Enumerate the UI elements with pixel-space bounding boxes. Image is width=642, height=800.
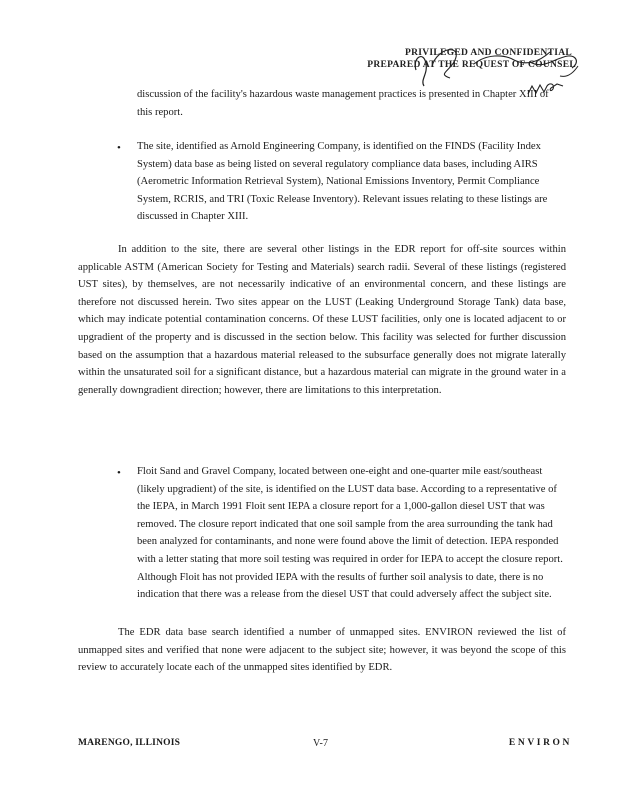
paragraph-edr-listings: In addition to the site, there are several other listings in the EDR report for off-site sources within applicable ASTM (American Society for Testing and Materials) search radii. Several of these listings (registered UST sites), by themselves, are not necessarily indicative of an environmental concern, and these listings are therefore not discussed herein. Two sites appear on the LUST (Leaking Underground Storage Tank) data base, which may indicate potential contamination concerns. Of these LUST facilities, only one is located adjacent to or upgradient of the property and is discussed in the section below. This facility was selected for further discussion based on the assumption that a hazardous material released to the subsurface generally does not migrate laterally within the unsaturated soil for a significant distance, but a hazardous material can migrate in the ground water in a generally downgradient direction; however, there are limitations to this interpretation.	[78, 244, 566, 396]
footer-page-number: V-7	[313, 738, 329, 749]
stamp-line-privileged: PRIVILEGED AND CONFIDENTIAL	[405, 48, 572, 58]
bullet-paragraph-arnold: The site, identified as Arnold Engineering Company, is identified on the FINDS (Facility Index System) data base as being listed on several regulatory compliance data bases, including AIRS (Aerometric Information Retrieval System), National Emissions Inventory, Permit Compliance System, RCRIS, and TRI (Toxic Release Inventory). Relevant issues relating to these listings are discussed in Chapter XIII.	[137, 141, 548, 223]
continuation-paragraph: discussion of the facility's hazardous waste management practices is presented in Chapter XIII of this report.	[137, 89, 549, 118]
privileged-stamp	[367, 47, 576, 71]
bullet-point-1: •	[117, 142, 121, 154]
footer-company: ENVIRON	[508, 738, 572, 748]
stamp-line-counsel: PREPARED AT THE REQUEST OF COUNSEL	[367, 60, 576, 70]
footer-location: MARENGO, ILLINOIS	[78, 738, 181, 748]
bullet-paragraph-floit: Floit Sand and Gravel Company, located between one-eight and one-quarter mile east/southeast (likely upgradient) of the site, is identified on the LUST data base. According to a representative of the IEPA, in March 1991 Floit sent IEPA a closure report for a 1,000-gallon diesel UST that was removed. The closure report indicated that one soil sample from the area surrounding the tank had been analyzed for contaminants, and none were found above the limit of detection. IEPA responded with a letter stating that more soil testing was required in order for IEPA to accept the closure report. Although Floit has not provided IEPA with the results of further soil analysis to date, there is no indication that there was a release from the diesel UST that could adversely affect the subject site.	[137, 466, 563, 601]
paragraph-unmapped-sites: The EDR data base search identified a number of unmapped sites. ENVIRON reviewed the list of unmapped sites and verified that none were adjacent to the subject site; however, it was beyond the scope of this review to accurately locate each of the unmapped sites identified by EDR.	[78, 627, 566, 674]
bullet-point-2: •	[117, 467, 121, 479]
